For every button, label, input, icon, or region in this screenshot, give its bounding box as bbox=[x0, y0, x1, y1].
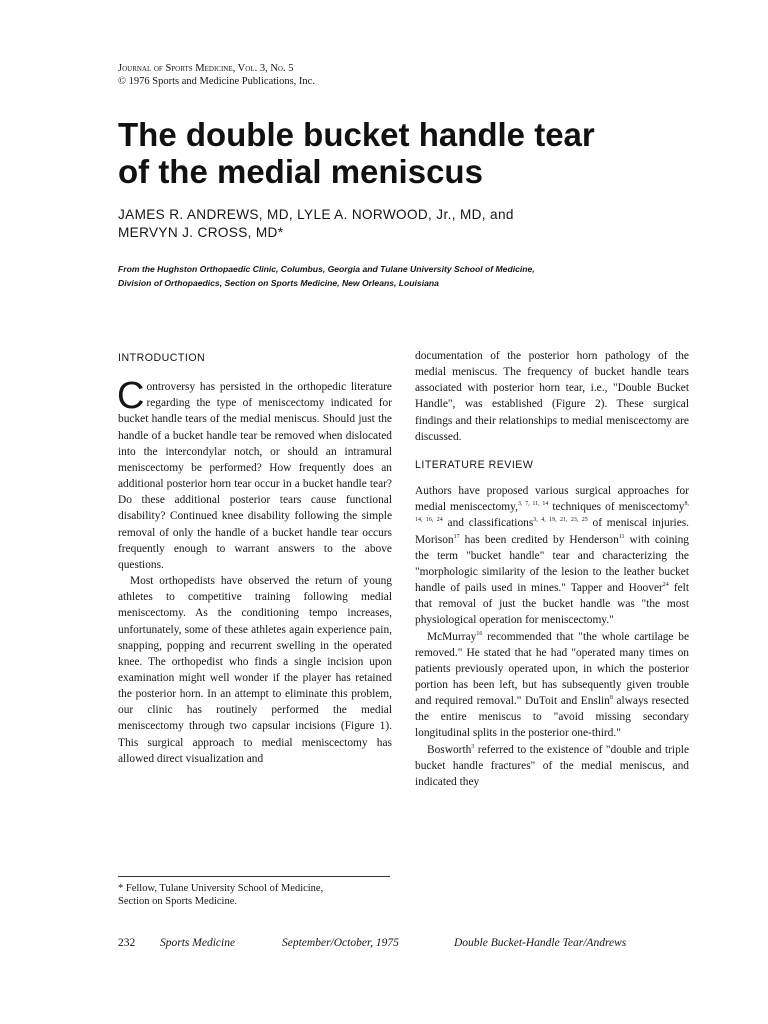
lit-p1-text-6: with coining the term "bucket handle" tear and characterizing the "morphologic similarity of the lesion to the leather bucket handle of pails used in mines." Tapper and Hoover bbox=[415, 533, 689, 595]
citation-ref: 3 bbox=[471, 743, 475, 750]
drop-cap: C bbox=[117, 375, 145, 418]
article-title bbox=[118, 116, 738, 190]
lit-paragraph-3 bbox=[415, 742, 689, 790]
citation-ref: 3, 7, 11, 14 bbox=[517, 501, 549, 508]
footnote-line-1: * Fellow, Tulane University School of Medicine, bbox=[118, 883, 324, 894]
lit-p1-text-3: and classifications bbox=[442, 517, 534, 530]
author-line-1: JAMES R. ANDREWS, MD, LYLE A. NORWOOD, Jr., MD, and bbox=[118, 207, 514, 222]
lit-p1-text-1: Authors have proposed various surgical approaches for medial meniscectomy, bbox=[415, 485, 689, 514]
author-footnote bbox=[118, 882, 408, 908]
citation-ref: 3, 4, 19, 21, 23, 25 bbox=[533, 517, 588, 524]
lit-p1-text-4: of meniscal injuries. Morison bbox=[415, 517, 690, 546]
footer-running-title: Double Bucket-Handle Tear/Andrews bbox=[454, 937, 627, 949]
lit-paragraph-1 bbox=[415, 483, 689, 628]
introduction-heading: INTRODUCTION bbox=[118, 352, 206, 364]
journal-volume-line: Journal of Sports Medicine, Vol. 3, No. 5 bbox=[118, 63, 294, 74]
literature-review-heading: LITERATURE REVIEW bbox=[415, 458, 534, 471]
citation-ref: 8, 14, 16, 24 bbox=[415, 501, 689, 524]
lit-p1-text-7: felt that removal of just the bucket handle was "the most physiological operation for meniscectomy." bbox=[415, 582, 689, 627]
citation-ref: 17 bbox=[453, 533, 460, 540]
intro-paragraph-1-text: ontroversy has persisted in the orthopedic literature regarding the type of meniscectomy indicated for bucket handle tears of the medial meniscus. Should just the handle of a bucket handle tear be removed when dislocated into the intercondylar notch, or should an intramural meniscectomy be performed? How frequently does an additional posterior horn tear occur in a bucket handle tear? Do these additional posterior tears cause functional disability? Continued knee disability following the simple removal of only the handle of a bucket handle tear occurs frequently enough to warrant answers to the above questions. bbox=[118, 381, 392, 571]
lit-p3-text-2: referred to the existence of "double and triple bucket handle fractures" of the medial meniscus, and indicated they bbox=[415, 743, 689, 788]
lit-p2-text-3: always resected the entire meniscus to "avoid missing secondary longitudinal splits in the posterior one-third." bbox=[415, 695, 689, 740]
left-column bbox=[118, 350, 392, 767]
lit-p1-text-5: has been credited by Henderson bbox=[459, 533, 619, 546]
citation-ref: 8 bbox=[609, 695, 613, 702]
title-line-2: of the medial meniscus bbox=[118, 153, 483, 190]
footer-issue-date: September/October, 1975 bbox=[282, 937, 399, 949]
copyright-line: © 1976 Sports and Medicine Publications, Inc. bbox=[118, 76, 315, 87]
right-column bbox=[415, 348, 689, 790]
intro-paragraph-1 bbox=[117, 375, 392, 573]
lit-p3-text-1: Bosworth bbox=[427, 743, 472, 756]
lit-p2-text-2: recommended that "the whole cartilage be removed." He stated that he had "operated many times on patients previously operated upon, in which the posterior portion has been left, but has subsequently given trouble and required removal." DuToit and Enslin bbox=[415, 630, 689, 708]
intro-paragraph-3: documentation of the posterior horn pathology of the medial meniscus. The frequency of bucket handle tears associated with posterior horn tear, i.e., "Double Bucket Handle", was established (Figure 2). These surgical findings and their relationships to medial meniscectomy are discussed. bbox=[415, 350, 689, 443]
lit-p1-text-2: techniques of meniscectomy bbox=[548, 501, 685, 514]
author-line-2: MERVYN J. CROSS, MD* bbox=[118, 225, 284, 240]
footnote-line-2: Section on Sports Medicine. bbox=[118, 896, 237, 907]
citation-ref: 16 bbox=[476, 630, 483, 637]
intro-paragraph-2: Most orthopedists have observed the return of young athletes to competitive training following medial meniscectomy. As the conditioning tempo increases, unfortunately, some of these athletes again experience pain, snapping, popping and recurrent swelling in the operated knee. The orthopedist who finds a single incision upon examination might well wonder if the player has retained the posterior horn. In an attempt to eliminate this problem, our clinic has routinely performed the medial meniscectomy through two capsular incisions (Figure 1). This surgical approach to medial meniscectomy has allowed direct visualization and bbox=[118, 575, 392, 765]
page-number: 232 bbox=[118, 937, 136, 949]
journal-citation bbox=[118, 62, 315, 88]
lit-paragraph-2 bbox=[415, 629, 689, 742]
affiliation-line-1: From the Hughston Orthopaedic Clinic, Columbus, Georgia and Tulane University School of Medicine, bbox=[118, 264, 535, 274]
footer-journal-name: Sports Medicine bbox=[160, 937, 236, 949]
footnote-divider bbox=[118, 876, 390, 877]
affiliation bbox=[118, 262, 738, 290]
citation-ref: 24 bbox=[662, 582, 669, 589]
affiliation-line-2: Division of Orthopaedics, Section on Sports Medicine, New Orleans, Louisiana bbox=[118, 278, 439, 288]
title-line-1: The double bucket handle tear bbox=[118, 116, 595, 153]
lit-p2-text-1: McMurray bbox=[427, 630, 477, 643]
citation-ref: 11 bbox=[618, 533, 625, 540]
author-list bbox=[118, 206, 738, 242]
